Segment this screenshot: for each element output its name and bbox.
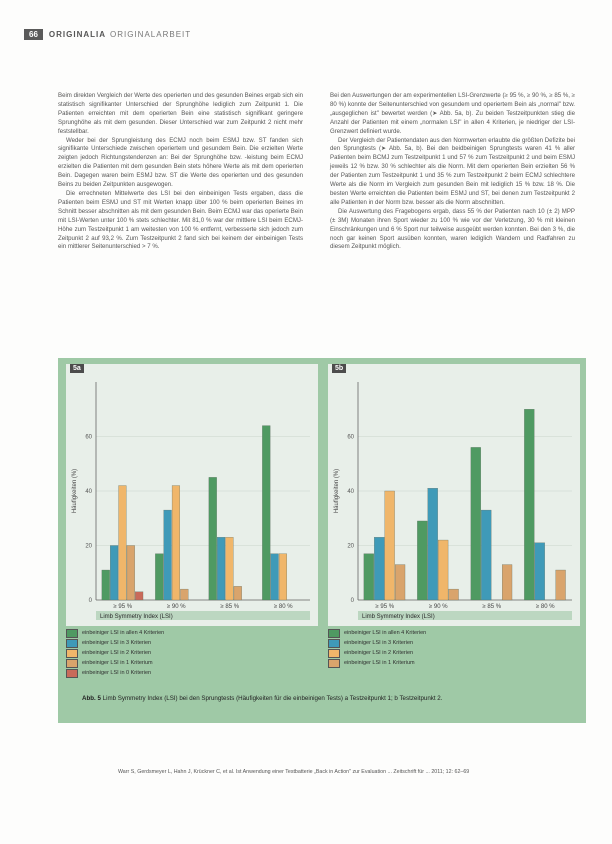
- legend-item: [66, 648, 318, 658]
- legend-item: [328, 628, 580, 638]
- text-column-right: [330, 92, 575, 252]
- bar: [481, 510, 491, 600]
- legend-item: [328, 638, 580, 648]
- x-tick-label: ≥ 80 %: [535, 604, 555, 610]
- legend-swatch: [66, 629, 78, 638]
- bar: [438, 540, 448, 600]
- paragraph: Bei den Auswertungen der am experimentellen LSI-Grenzwerte (≥ 95 %, ≥ 90 %, ≥ 85 %, ≥ 80 %) konnte der Seitenunterschied von gesundem und operiertem Bein als „normal" bzw. „ausgeglichen ist" bewertet werden (➤ Abb. 5a, b). Zu beiden Testzeitpunkten stieg die Anzahl der Patienten mit einem „normalen LSI" in allen 4 Kriterien, je niedriger der LSI-Grenzwert definiert wurde.: [330, 92, 575, 135]
- bar: [271, 554, 279, 600]
- legend-swatch: [328, 629, 340, 638]
- bar: [172, 486, 180, 600]
- x-tick-label: ≥ 95 %: [375, 604, 395, 610]
- bar: [535, 543, 545, 600]
- legend-item: [66, 668, 318, 678]
- x-axis-label: Limb Symmetry Index (LSI): [362, 614, 435, 620]
- legend-swatch: [328, 639, 340, 648]
- legend-swatch: [328, 649, 340, 658]
- y-axis-label: Häufigkeiten (%): [72, 468, 78, 514]
- legend-label: einbeiniger LSI in 3 Kriterien: [344, 640, 414, 646]
- bar: [471, 447, 481, 600]
- panel-tag-a: 5a: [70, 364, 84, 373]
- bar: [180, 589, 188, 600]
- legend-label: einbeiniger LSI in allen 4 Kriterien: [82, 630, 165, 636]
- legend-item: [66, 638, 318, 648]
- bar-chart-b: [328, 364, 580, 626]
- y-axis-label: Häufigkeiten (%): [334, 468, 340, 514]
- page-number: 66: [24, 29, 43, 40]
- bar: [395, 565, 405, 600]
- paragraph: Die Auswertung des Fragebogens ergab, dass 55 % der Patienten nach 10 (± 2) MPP (± 3M) Monaten ihren Sport wieder zu 100 % wie vor der Verletzung, 30 % mit kleinen Einschränkungen und 6 % Sport nur teilweise ausgeübt werden konnten. Bei den 3 %, die noch gar keinen Sport ausüben konnten, waren lediglich Wandern und Radfahren zu diesem Zeitpunkt möglich.: [330, 207, 575, 251]
- x-tick-label: ≥ 85 %: [482, 604, 502, 610]
- legend-swatch: [328, 659, 340, 668]
- legend-label: einbeiniger LSI in 0 Kriterien: [82, 670, 152, 676]
- figure-5: [58, 358, 586, 723]
- x-tick-label: ≥ 85 %: [220, 604, 240, 610]
- legend-label: einbeiniger LSI in allen 4 Kriterien: [344, 630, 427, 636]
- legend-item: [66, 658, 318, 668]
- caption-text: Limb Symmetry Index (LSI) bei den Sprungtests (Häufigkeiten für die einbeinigen Tests) a Testzeitpunkt 1; b Testzeitpunkt 2.: [102, 695, 443, 702]
- y-tick-label: 60: [347, 434, 354, 441]
- legend-label: einbeiniger LSI in 1 Kriterium: [344, 660, 415, 666]
- chart-panel-b: [328, 364, 580, 626]
- y-tick-label: 60: [85, 434, 92, 441]
- subsection-title: ORIGINALARBEIT: [110, 29, 192, 39]
- bar: [556, 570, 566, 600]
- y-tick-label: 20: [85, 543, 92, 550]
- legend-item: [328, 648, 580, 658]
- x-tick-label: ≥ 80 %: [273, 604, 293, 610]
- y-tick-label: 0: [350, 598, 354, 604]
- bar: [417, 521, 427, 600]
- bar: [155, 554, 163, 600]
- paragraph: Weder bei der Sprungleistung des ECMJ noch beim ESMJ bzw. ST fanden sich signifikante Unterschiede zwischen operiertem und gesundem Bein. Die erzielten Werte zeigten jedoch Richtungstendenzen an: Bei der Sprunghöhe bzw. -leistung beim ECMJ erzielten die Patienten mit dem gesunden Bein stets höhere Werte als mit dem operierten Bein. Dagegen waren beim ESMJ bzw. ST die Werte des operierten und des gesunden Beins zu beiden Zeitpunkten ausgewogen.: [58, 136, 303, 189]
- footer-citation: Warr S, Gerdsmeyer L, Hahn J, Krückner C, et al. Ist Anwendung einer Testbatterie „Back in Action" zur Evaluation ... Zeitschrift für ... 2011; 12: 62–69: [118, 769, 470, 775]
- bar: [364, 554, 374, 600]
- chart-panel-a: [66, 364, 318, 626]
- paragraph: Die errechneten Mittelwerte des LSI bei den einbeinigen Tests ergaben, dass die Patienten beim ESMJ und ST mit Werten knapp über 100 % beim operierten Beines im Schnitt besser abschnitten als mit dem gesunden Bein. Beim ECMJ war das operierte Bein mit LSI-Werten unter 100 % stets schlechter. Mit 81,0 % war der mittlere LSI beim ECMJ-Höhe zum Testzeitpunkt 1 am weitesten von 100 % entfernt, verbesserte sich jedoch zum Zeitpunkt 2 auf 93,2 %. Zum Testzeitpunkt 2 fand sich bei keinem der einbeinigen Tests ein mittlerer Seitenunterschied > 7 %.: [58, 189, 303, 251]
- bar: [102, 570, 110, 600]
- legend-b: [328, 628, 580, 668]
- legend-swatch: [66, 639, 78, 648]
- bar: [385, 491, 395, 600]
- bar: [428, 488, 438, 600]
- legend-item: [66, 628, 318, 638]
- y-tick-label: 20: [347, 543, 354, 550]
- figure-caption: [82, 695, 562, 703]
- x-axis-label: Limb Symmetry Index (LSI): [100, 614, 173, 620]
- section-title: ORIGINALIA: [48, 29, 107, 39]
- legend-swatch: [66, 649, 78, 658]
- y-tick-label: 0: [88, 598, 92, 604]
- bar: [209, 477, 217, 600]
- bar: [226, 537, 234, 600]
- x-tick-label: ≥ 95 %: [113, 604, 133, 610]
- panel-tag-b: 5b: [332, 364, 346, 373]
- bar: [119, 486, 127, 600]
- legend-swatch: [66, 659, 78, 668]
- bar-chart-a: [66, 364, 318, 626]
- bar: [217, 537, 225, 600]
- bar: [127, 546, 135, 601]
- bar: [374, 537, 384, 600]
- legend-label: einbeiniger LSI in 1 Kriterium: [82, 660, 153, 666]
- bar: [279, 554, 287, 600]
- legend-item: [328, 658, 580, 668]
- bar: [110, 546, 118, 601]
- caption-label: Abb. 5: [82, 695, 101, 702]
- legend-label: einbeiniger LSI in 3 Kriterien: [82, 640, 152, 646]
- y-tick-label: 40: [347, 489, 354, 495]
- x-tick-label: ≥ 90 %: [428, 604, 448, 610]
- legend-swatch: [66, 669, 78, 678]
- paragraph: Der Vergleich der Patientendaten aus den Normwerten erlaubte die größten Defizite bei den Sprungtests (➤ Abb. 5a, b). Bei den beidbeinigen Sprungtests waren 41 % aller Patienten beim BCMJ zum Testzeitpunkt 1 und 57 % zum Testzeitpunkt 2 und beim ESMJ jeweils 12 % bzw. 30 % schlechter als die Norm. Mit dem operierten Bein erzielten 56 % der Patienten zum Testzeitpunkt 1 und 35 % zum Testzeitpunkt 2 beim ECMJ schlechtere Werte als die Norm im Vergleich zum gesunden Bein mit lediglich 15 % bzw. 18 %. Die besten Werte erreichten die Patienten beim ESMJ und ST, bei denen zum Testzeitpunkt 2 alle Patienten in der Norm bzw. besser als die Norm abschnitten.: [330, 136, 575, 206]
- page-header: [24, 28, 191, 40]
- legend-label: einbeiniger LSI in 2 Kriterien: [82, 650, 152, 656]
- y-tick-label: 40: [85, 489, 92, 495]
- bar: [449, 589, 459, 600]
- bar: [524, 409, 534, 600]
- text-column-left: [58, 92, 303, 252]
- paragraph: Beim direkten Vergleich der Werte des operierten und des gesunden Beines ergab sich ein statistisch signifikanter Unterschied der Sprunghöhe lediglich zum Zeitpunkt 1. Die Patienten erreichten mit dem operierten Bein eine statistisch signifikant geringere Sprunghöhe als mit dem gesunden. Dieser Unterschied war zum Zeitpunkt 2 nicht mehr feststellbar.: [58, 92, 303, 135]
- bar: [262, 426, 270, 600]
- bar: [135, 592, 143, 600]
- bar: [502, 565, 512, 600]
- legend-a: [66, 628, 318, 678]
- legend-label: einbeiniger LSI in 2 Kriterien: [344, 650, 414, 656]
- bar: [164, 510, 172, 600]
- x-tick-label: ≥ 90 %: [166, 604, 186, 610]
- bar: [234, 586, 242, 600]
